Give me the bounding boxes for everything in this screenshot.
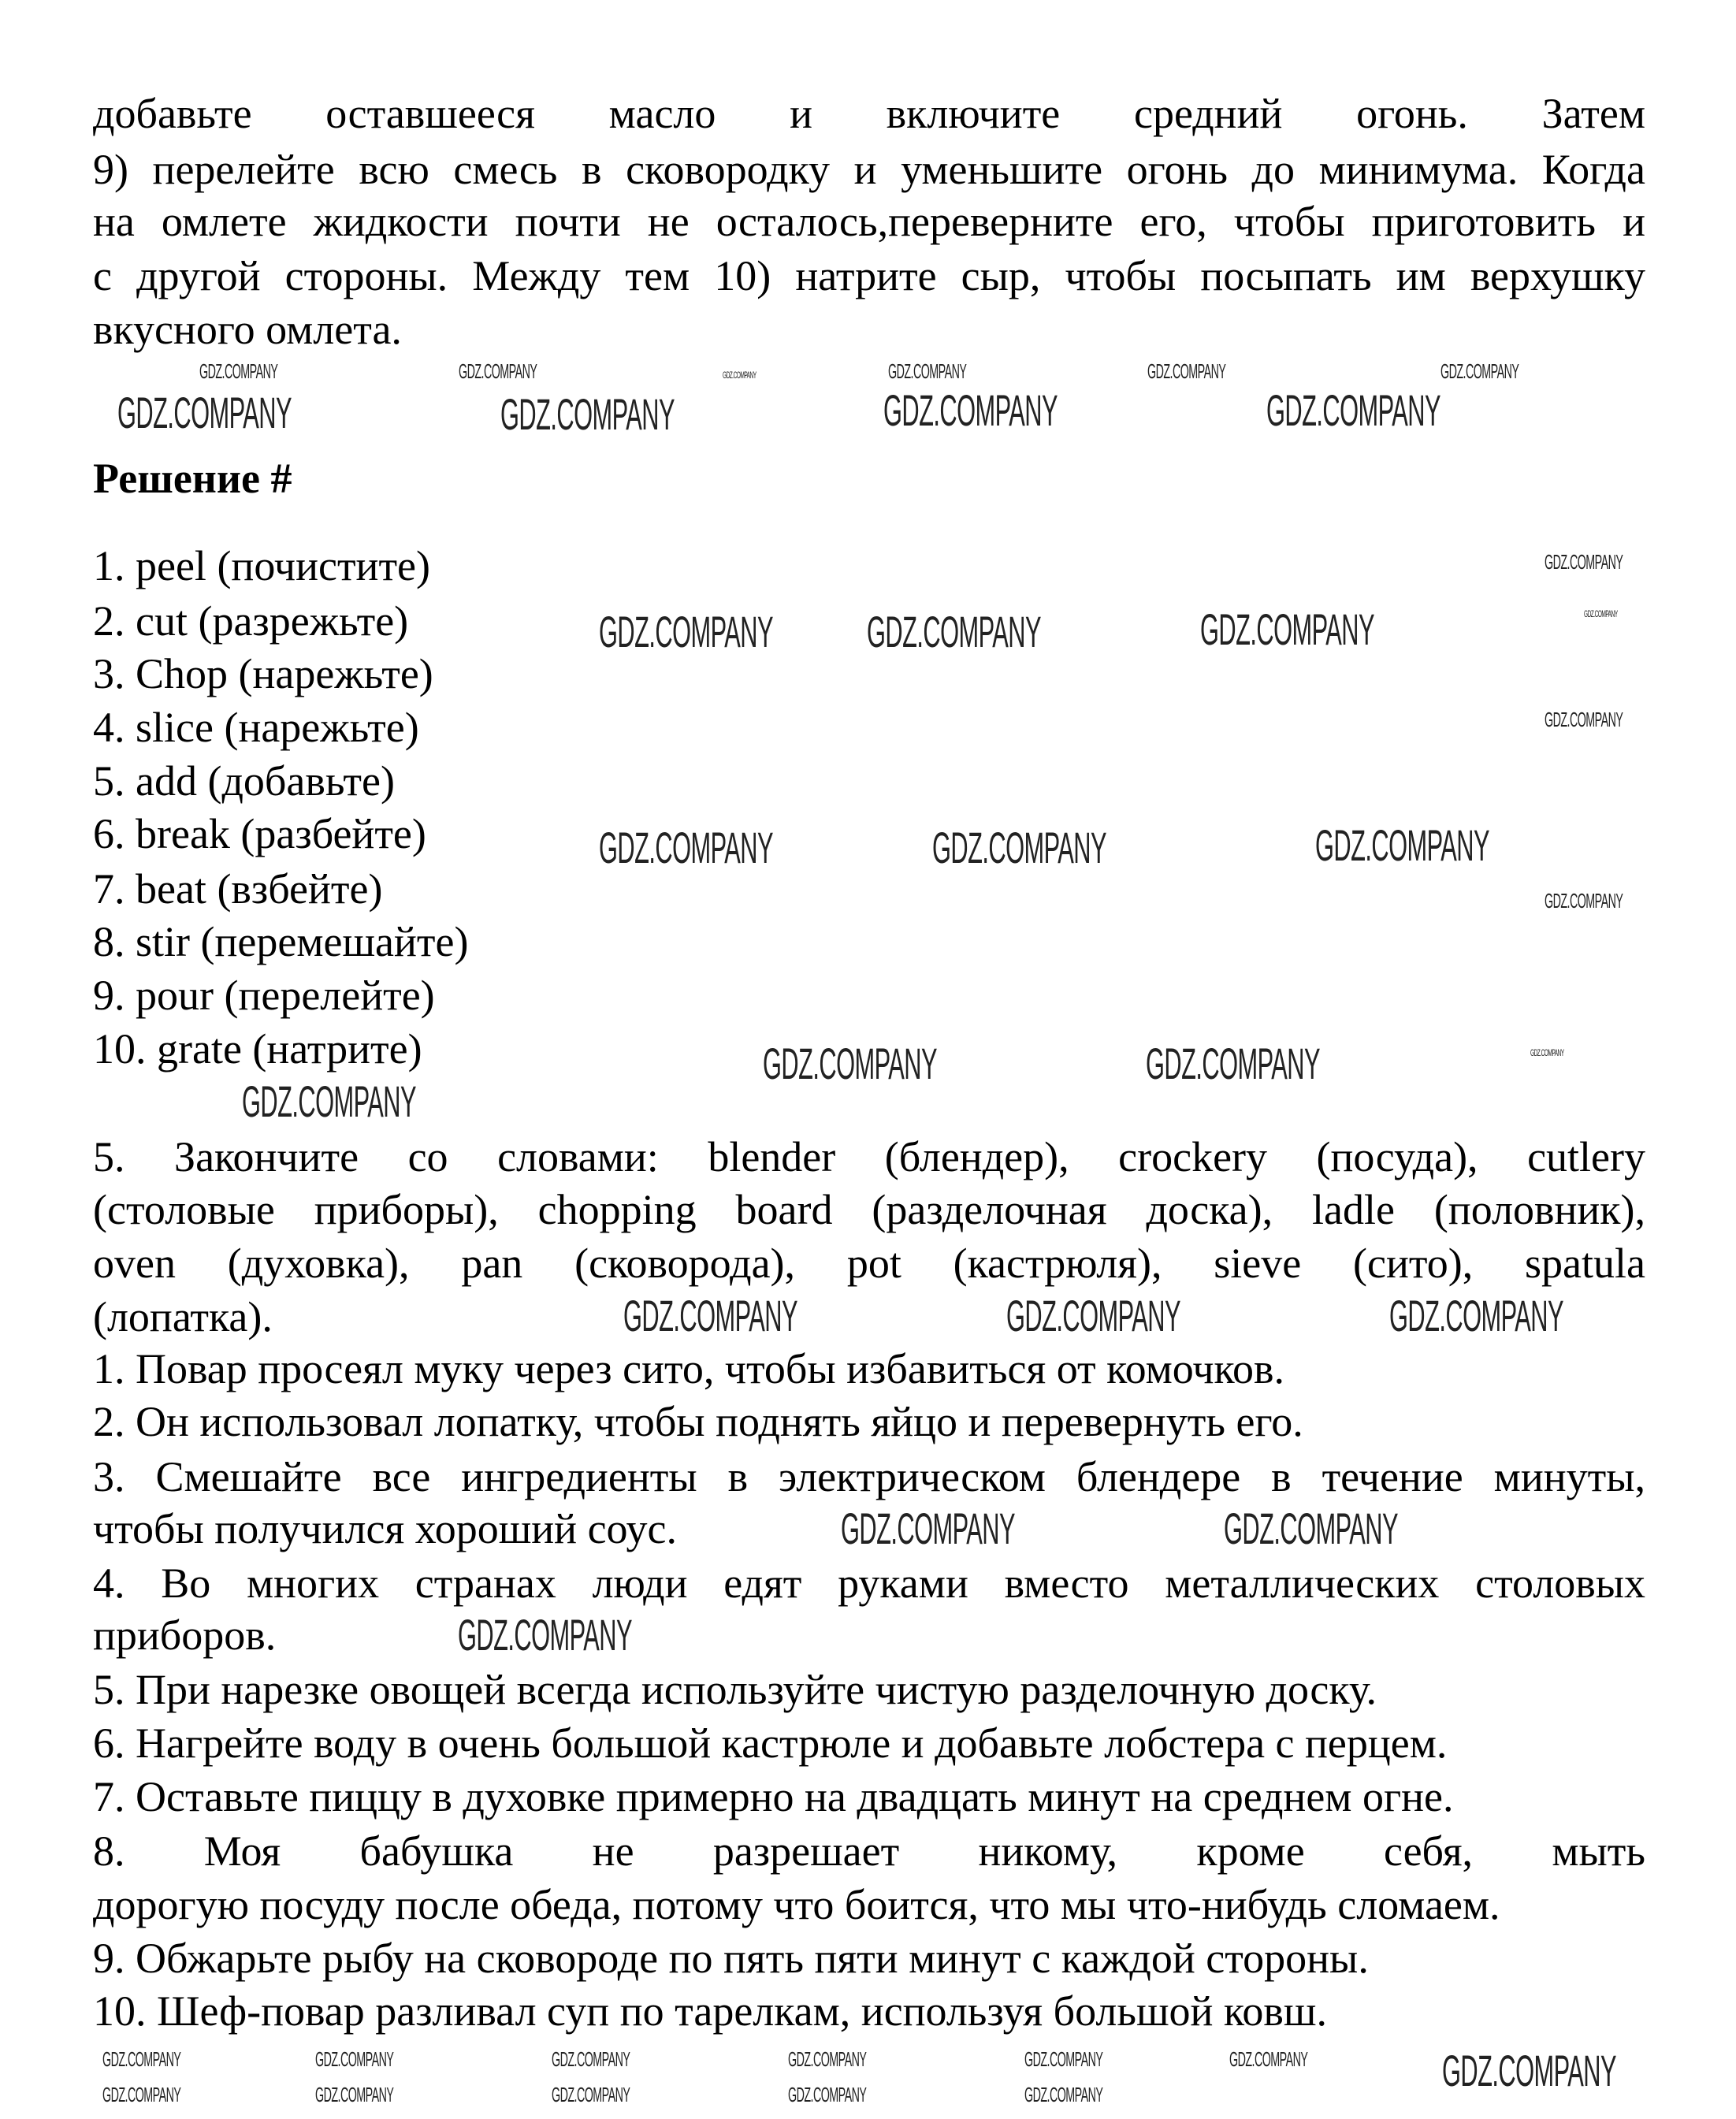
watermark: GDZ.COMPANY [315, 2047, 394, 2071]
sentence: 4. Во многих странах люди едят руками вместо металлических столовых [93, 1560, 1645, 1607]
intro-line: 9) перелейте всю смесь в сковородку и уменьшите огонь до минимума. Когда [93, 146, 1645, 193]
watermark: GDZ.COMPANY [1440, 359, 1519, 383]
watermark: GDZ.COMPANY [1315, 820, 1489, 870]
watermark: GDZ.COMPANY [552, 2047, 630, 2071]
watermark: GDZ.COMPANY [1024, 2083, 1103, 2106]
answer-item: 8. stir (перемешайте) [93, 918, 469, 965]
intro-line: на омлете жидкости почти не осталось,переверните его, чтобы приготовить и [93, 198, 1645, 245]
task5-line: oven (духовка), pan (сковорода), pot (кастрюля), sieve (сито), spatula [93, 1240, 1645, 1287]
sentence: 1. Повар просеял муку через сито, чтобы избавиться от комочков. [93, 1345, 1285, 1392]
task5-line: (лопатка). [93, 1293, 273, 1340]
watermark: GDZ.COMPANY [788, 2047, 867, 2071]
watermark: GDZ.COMPANY [1545, 550, 1623, 574]
answer-item: 3. Chop (нарежьте) [93, 650, 433, 697]
watermark: GDZ.COMPANY [1545, 708, 1623, 731]
watermark: GDZ.COMPANY [623, 1291, 797, 1340]
answer-item: 2. cut (разрежьте) [93, 597, 409, 645]
task5-line: (столовые приборы), chopping board (разделочная доска), ladle (половник), [93, 1186, 1645, 1233]
watermark: GDZ.COMPANY [599, 823, 773, 872]
sentence: 8. Моя бабушка не разрешает никому, кроме себя, мыть [93, 1827, 1645, 1875]
watermark: GDZ.COMPANY [1266, 385, 1440, 435]
watermark: GDZ.COMPANY [1224, 1504, 1398, 1553]
intro-line: вкусного омлета. [93, 306, 402, 353]
watermark: GDZ.COMPANY [883, 385, 1058, 435]
task5-line: 5. Закончите со словами: blender (блендер), crockery (посуда), cutlery [93, 1133, 1645, 1180]
watermark: GDZ.COMPANY [1146, 1039, 1320, 1088]
answer-item: 6. break (разбейте) [93, 810, 426, 857]
watermark: GDZ.COMPANY [102, 2083, 181, 2106]
intro-line: добавьте оставшееся масло и включите средний огонь. Затем [93, 90, 1645, 137]
watermark: GDZ.COMPANY [199, 359, 278, 383]
watermark: GDZ.COMPANY [1442, 2046, 1616, 2095]
watermark: GDZ.COMPANY [458, 1610, 632, 1660]
watermark: GDZ.COMPANY [1147, 359, 1226, 383]
sentence: 2. Он использовал лопатку, чтобы поднять яйцо и перевернуть его. [93, 1398, 1303, 1445]
watermark: GDZ.COMPANY [117, 388, 292, 437]
sentence: 10. Шеф-повар разливал суп по тарелкам, используя большой ковш. [93, 1987, 1327, 2035]
watermark: GDZ.COMPANY [763, 1039, 937, 1088]
watermark: GDZ.COMPANY [459, 359, 537, 383]
answer-item: 5. add (добавьте) [93, 757, 395, 805]
watermark: GDZ.COMPANY [888, 359, 967, 383]
answer-item: 4. slice (нарежьте) [93, 704, 419, 751]
watermark: GDZ.COMPANY [552, 2083, 630, 2106]
answer-item: 9. pour (перелейте) [93, 972, 435, 1019]
watermark: GDZ.COMPANY [1389, 1291, 1563, 1340]
sentence: 3. Смешайте все ингредиенты в электрическом блендере в течение минуты, [93, 1453, 1645, 1500]
watermark: GDZ.COMPANY [1229, 2047, 1308, 2071]
watermark: GDZ.COMPANY [723, 370, 756, 381]
watermark: GDZ.COMPANY [841, 1504, 1015, 1553]
answer-item: 1. peel (почистите) [93, 542, 430, 589]
watermark: GDZ.COMPANY [932, 823, 1106, 872]
watermark: GDZ.COMPANY [788, 2083, 867, 2106]
sentence: приборов. [93, 1612, 277, 1659]
watermark: GDZ.COMPANY [1024, 2047, 1103, 2071]
watermark: GDZ.COMPANY [315, 2083, 394, 2106]
watermark: GDZ.COMPANY [867, 607, 1041, 656]
watermark: GDZ.COMPANY [500, 389, 675, 439]
watermark: GDZ.COMPANY [1584, 608, 1618, 619]
watermark: GDZ.COMPANY [599, 607, 773, 656]
sentence: чтобы получился хороший соус. [93, 1505, 677, 1552]
answer-item: 7. beat (взбейте) [93, 865, 383, 913]
sentence: 5. При нарезке овощей всегда используйте чистую разделочную доску. [93, 1666, 1377, 1713]
watermark: GDZ.COMPANY [1200, 604, 1374, 654]
answer-item: 10. grate (натрите) [93, 1025, 422, 1073]
solution-heading: Решение # [93, 455, 292, 502]
watermark: GDZ.COMPANY [1530, 1047, 1564, 1058]
sentence: дорогую посуду после обеда, потому что боится, что мы что-нибудь сломаем. [93, 1881, 1500, 1928]
watermark: GDZ.COMPANY [1545, 889, 1623, 913]
sentence: 9. Обжарьте рыбу на сковороде по пять пяти минут с каждой стороны. [93, 1935, 1369, 1982]
watermark: GDZ.COMPANY [1006, 1291, 1180, 1340]
watermark: GDZ.COMPANY [102, 2047, 181, 2071]
sentence: 6. Нагрейте воду в очень большой кастрюле и добавьте лобстера с перцем. [93, 1719, 1448, 1767]
intro-line: с другой стороны. Между тем 10) натрите сыр, чтобы посыпать им верхушку [93, 252, 1645, 299]
sentence: 7. Оставьте пиццу в духовке примерно на двадцать минут на среднем огне. [93, 1773, 1454, 1820]
watermark: GDZ.COMPANY [242, 1076, 416, 1126]
